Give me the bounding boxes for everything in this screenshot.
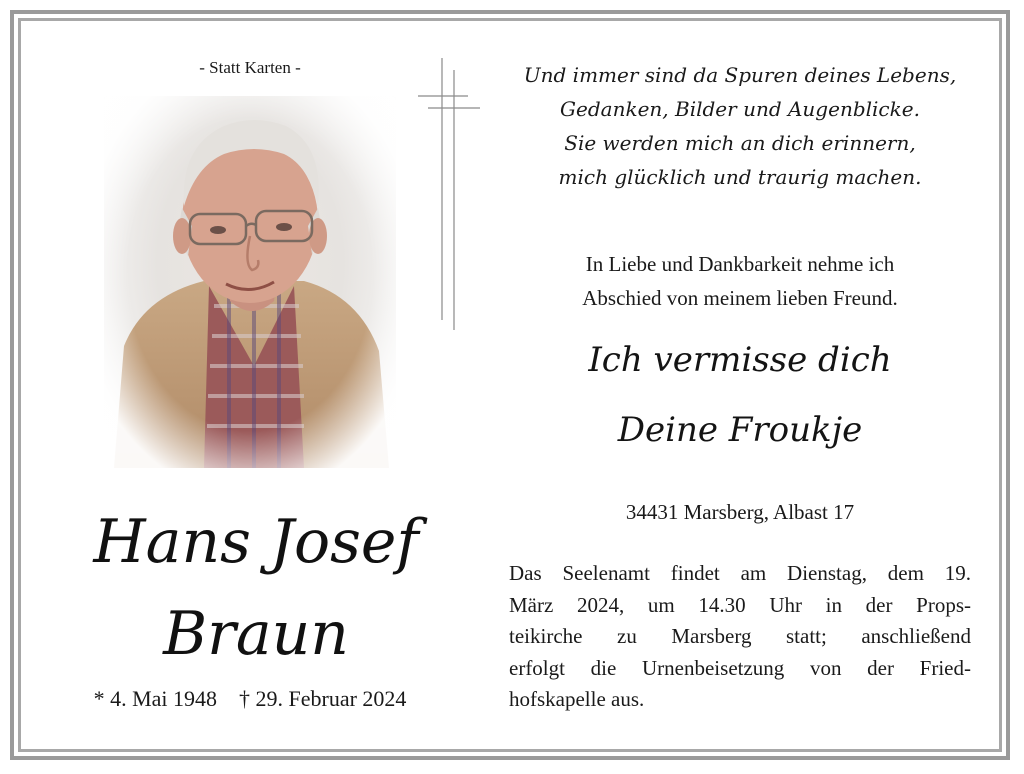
closing-message: Ich vermisse dich — [588, 340, 892, 380]
service-line: Das Seelenamt findet am Dienstag, dem 19. — [509, 561, 971, 585]
signature: Deine Froukje — [617, 410, 863, 450]
deceased-surname: Braun — [163, 599, 349, 669]
service-info — [509, 558, 971, 716]
service-line: hofskapelle aus. — [509, 687, 645, 711]
deceased-name — [78, 474, 434, 686]
farewell-line: In Liebe und Dankbarkeit nehme ich — [585, 252, 895, 276]
portrait-photo — [104, 96, 396, 468]
poem-line: Gedanken, Bilder und Augenblicke. — [560, 97, 920, 121]
birth-date: * 4. Mai 1948 — [93, 686, 218, 711]
poem-line: Und immer sind da Spuren deines Lebens, — [523, 63, 957, 87]
latin-cross-icon — [418, 58, 480, 330]
farewell-text — [480, 247, 1000, 315]
farewell-line: Abschied von meinem lieben Freund. — [582, 286, 898, 310]
poem — [480, 58, 1000, 194]
poem-line: mich glücklich und traurig machen. — [558, 165, 922, 189]
death-date: † 29. Februar 2024 — [239, 686, 407, 711]
service-line: März 2024, um 14.30 Uhr in der Props- — [509, 592, 971, 617]
statt-karten-label: - Statt Karten - — [199, 58, 301, 77]
address: 34431 Marsberg, Albast 17 — [625, 500, 855, 524]
service-line: teikirche zu Marsberg statt; anschließend — [509, 624, 971, 648]
poem-line: Sie werden mich an dich erinnern, — [564, 131, 916, 155]
deceased-first-names: Hans Josef — [93, 507, 419, 577]
service-line: erfolgt die Urnenbeisetzung von der Fried- — [509, 655, 971, 680]
life-dates — [40, 686, 460, 712]
